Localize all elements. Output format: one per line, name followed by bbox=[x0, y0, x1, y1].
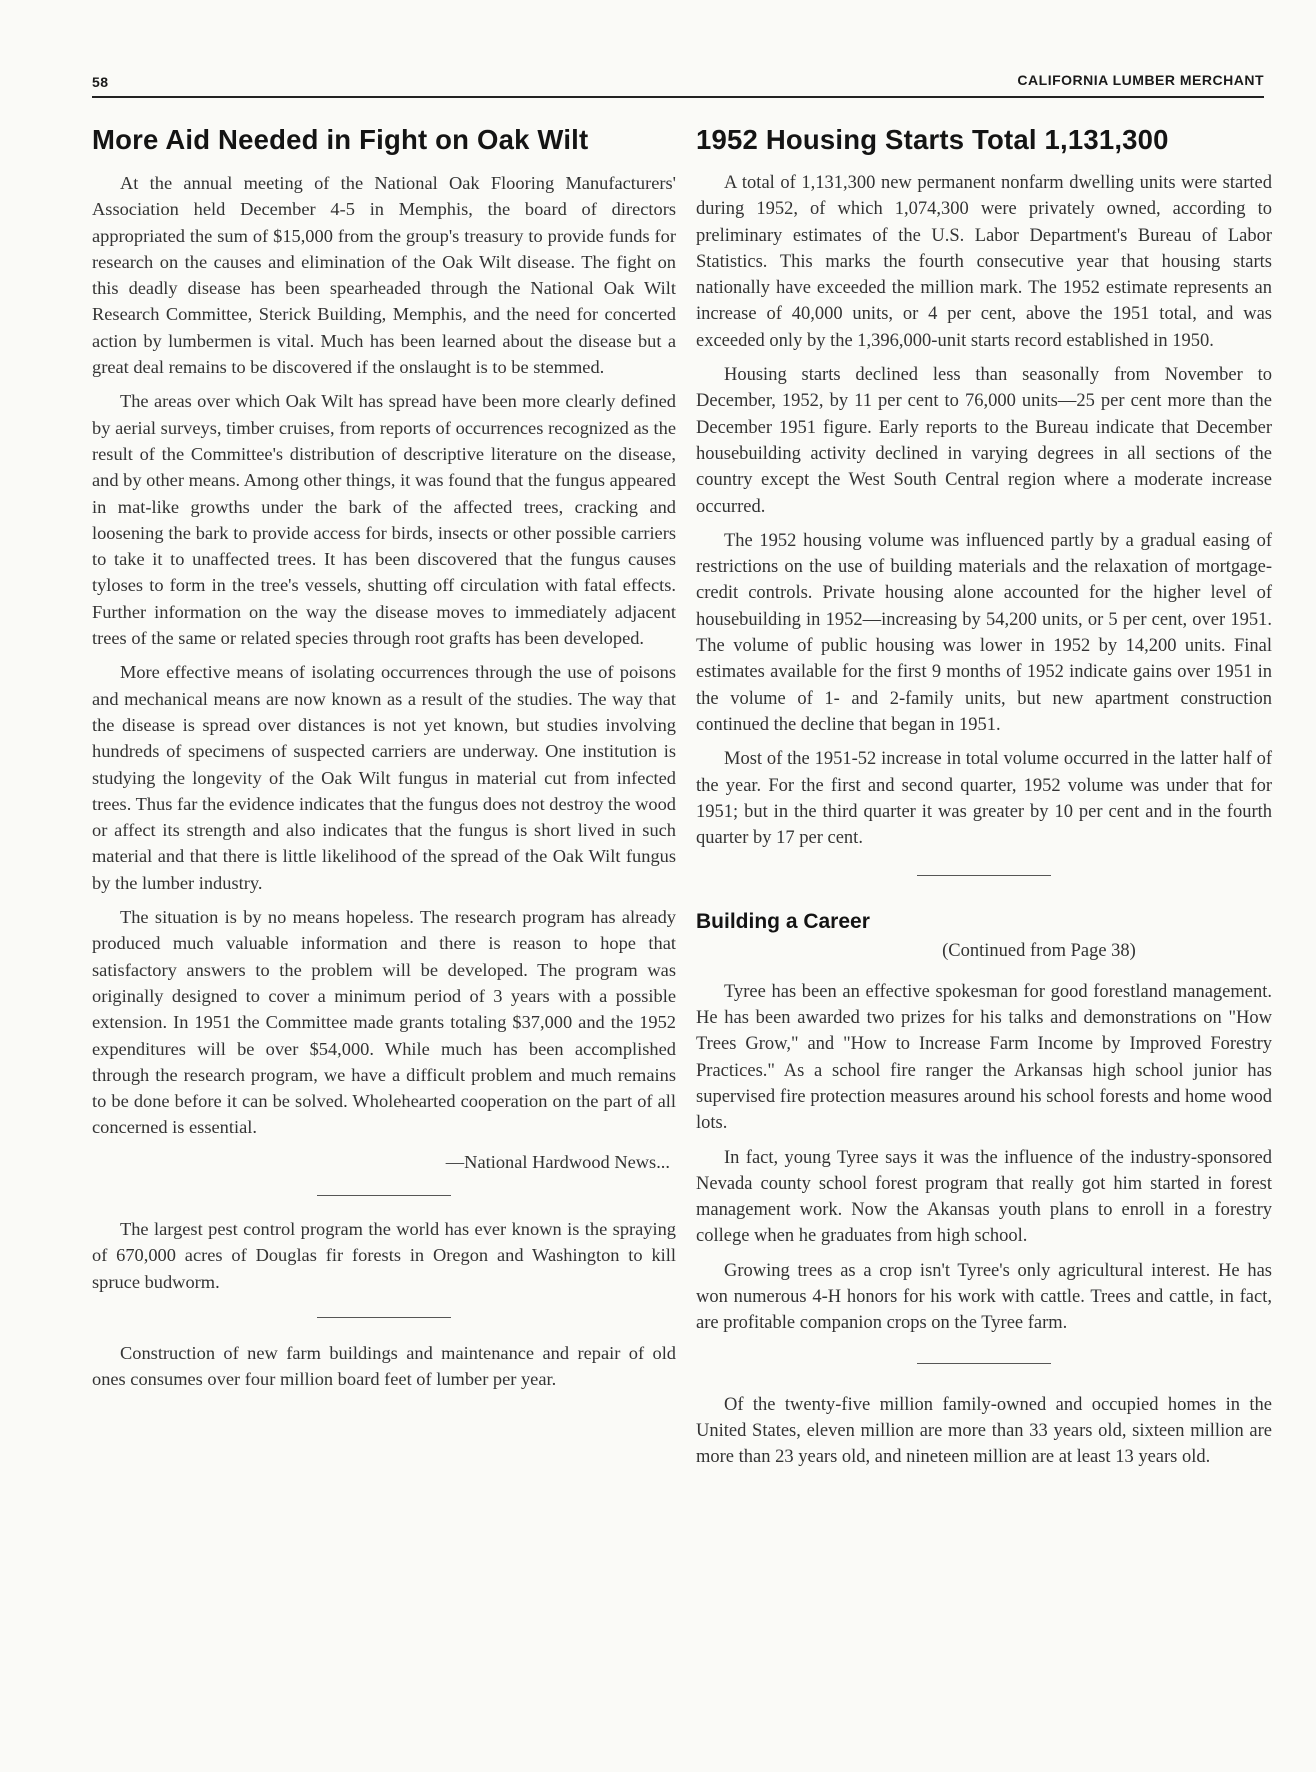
career-continued-note: (Continued from Page 38) bbox=[942, 941, 1136, 962]
oak-wilt-paragraph-1: At the annual meeting of the National Oak Flooring Manufacturers' Association held December 4-5 in Memphis, the board of directors appropriated the sum of $15,000 from the group's treasury to provide funds for research on the causes and elimination of the Oak Wilt disease. The fight on this deadly disease has been spearheaded through the National Oak Wilt Research Committee, Sterick Building, Memphis, and the need for concerted action by lumbermen is vital. Much has been learned about the disease but a great deal remains to be discovered if the onslaught is to be stemmed. bbox=[92, 173, 676, 378]
left-column bbox=[92, 124, 676, 1400]
running-header bbox=[92, 66, 1264, 98]
career-paragraph-2: In fact, young Tyree says it was the influence of the industry-sponsored Nevada county school forest program that really got him started in forest management work. Now the Akansas youth plans to enroll in a forestry college when he graduates from high school. bbox=[696, 1147, 1272, 1247]
page-number: 58 bbox=[92, 74, 109, 90]
filler-pest-control: The largest pest control program the world has ever known is the spraying of 670,000 acres of Douglas fir forests in Oregon and Washington to kill spruce budworm. bbox=[92, 1218, 676, 1292]
housing-paragraph-3: The 1952 housing volume was influenced partly by a gradual easing of restrictions on the use of building materials and the relaxation of mortgage-credit controls. Private housing alone accounted for the higher level of housebuilding in 1952—increasing by 54,200 units, or 5 per cent, over 1951. The volume of public housing was lower in 1952 by 14,200 units. Final estimates available for the first 9 months of 1952 indicate gains over 1951 in the volume of 1- and 2-family units, but new apartment construction continued the decline that began in 1951. bbox=[696, 530, 1272, 735]
housing-paragraph-4: Most of the 1951-52 increase in total volume occurred in the latter half of the year. For the first and second quarter, 1952 volume was under that for 1951; but in the third quarter it was greater by 10 per cent and in the fourth quarter by 17 per cent. bbox=[696, 749, 1272, 849]
filler-farm-buildings: Construction of new farm buildings and maintenance and repair of old ones consumes over four million board feet of lumber per year. bbox=[92, 1342, 676, 1390]
publication-title: CALIFORNIA LUMBER MERCHANT bbox=[1017, 72, 1264, 88]
divider-rule bbox=[317, 1195, 451, 1196]
housing-paragraph-1: A total of 1,131,300 new permanent nonfarm dwelling units were started during 1952, of which 1,074,300 were privately owned, according to preliminary estimates of the U.S. Labor Department's Bureau of Labor Statistics. This marks the fourth consecutive year that housing starts nationally have exceeded the million mark. The 1952 estimate represents an increase of 40,000 units, or 4 per cent, above the 1951 total, and was exceeded only by the 1,396,000-unit starts record established in 1950. bbox=[696, 173, 1272, 351]
filler-family-homes: Of the twenty-five million family-owned and occupied homes in the United States, eleven million are more than 33 years old, sixteen million are more than 23 years old, and nineteen million are at least 13 years old. bbox=[696, 1394, 1272, 1468]
career-paragraph-3: Growing trees as a crop isn't Tyree's only agricultural interest. He has won numerous 4-H honors for his work with cattle. Trees and cattle, in fact, are profitable companion crops on the Tyree farm. bbox=[696, 1260, 1272, 1334]
divider-rule bbox=[917, 1363, 1051, 1364]
divider-rule bbox=[317, 1317, 451, 1318]
career-paragraph-1: Tyree has been an effective spokesman for good forestland management. He has been awarded two prizes for his talks and demonstrations on "How Trees Grow," and "How to Increase Farm Income by Improved Forestry Practices." As a school fire ranger the Arkansas high school junior has supervised fire protection measures around his school forests and home wood lots. bbox=[696, 981, 1272, 1134]
housing-paragraph-2: Housing starts declined less than seasonally from November to December, 1952, by 11 per cent to 76,000 units—25 per cent more than the December 1951 figure. Early reports to the Bureau indicate that December housebuilding activity declined in varying degrees in all sections of the country except the West South Central region where a moderate increase occurred. bbox=[696, 365, 1272, 517]
right-column bbox=[696, 124, 1272, 1478]
oak-wilt-paragraph-3: More effective means of isolating occurrences through the use of poisons and mechanical means are now known as a result of the studies. The way that the disease is spread over distances is not yet known, but studies involving hundreds of specimens of suspected carriers are underway. One institution is studying the longevity of the Oak Wilt fungus in material cut from infected trees. Thus far the evidence indicates that the fungus does not destroy the wood or affect its strength and also indicates that the fungus is short lived in such material and that there is little likelihood of the spread of the Oak Wilt fungus by the lumber industry. bbox=[92, 662, 676, 893]
oak-wilt-headline: More Aid Needed in Fight on Oak Wilt bbox=[92, 124, 589, 155]
oak-wilt-attribution: —National Hardwood News... bbox=[445, 1151, 670, 1172]
career-headline: Building a Career bbox=[696, 910, 870, 934]
oak-wilt-paragraph-4: The situation is by no means hopeless. The research program has already produced much valuable information and there is reason to hope that satisfactory answers to the problem will be developed. The program was originally designed to cover a minimum period of 3 years with a possible extension. In 1951 the Committee made grants totaling $37,000 and the 1952 expenditures will be over $54,000. While much has been accomplished through the research program, we have a difficult problem and much remains to be done before it can be solved. Wholehearted cooperation on the part of all concerned is essential. bbox=[92, 907, 676, 1138]
divider-rule bbox=[917, 875, 1051, 876]
oak-wilt-paragraph-2: The areas over which Oak Wilt has spread have been more clearly defined by aerial surveys, timber cruises, from reports of occurrences recognized as the result of the Committee's distribution of descriptive literature on the disease, and by other means. Among other things, it was found that the fungus appeared in mat-like growths under the bark of the affected trees, cracking and loosening the bark to provide access for birds, insects or other possible carriers to take it to unaffected trees. It has been discovered that the fungus causes tyloses to form in the tree's vessels, shutting off circulation with fatal effects. Further information on the way the disease moves to immediately adjacent trees of the same or related species through root grafts has been developed. bbox=[92, 391, 676, 649]
housing-starts-headline: 1952 Housing Starts Total 1,131,300 bbox=[696, 124, 1169, 155]
